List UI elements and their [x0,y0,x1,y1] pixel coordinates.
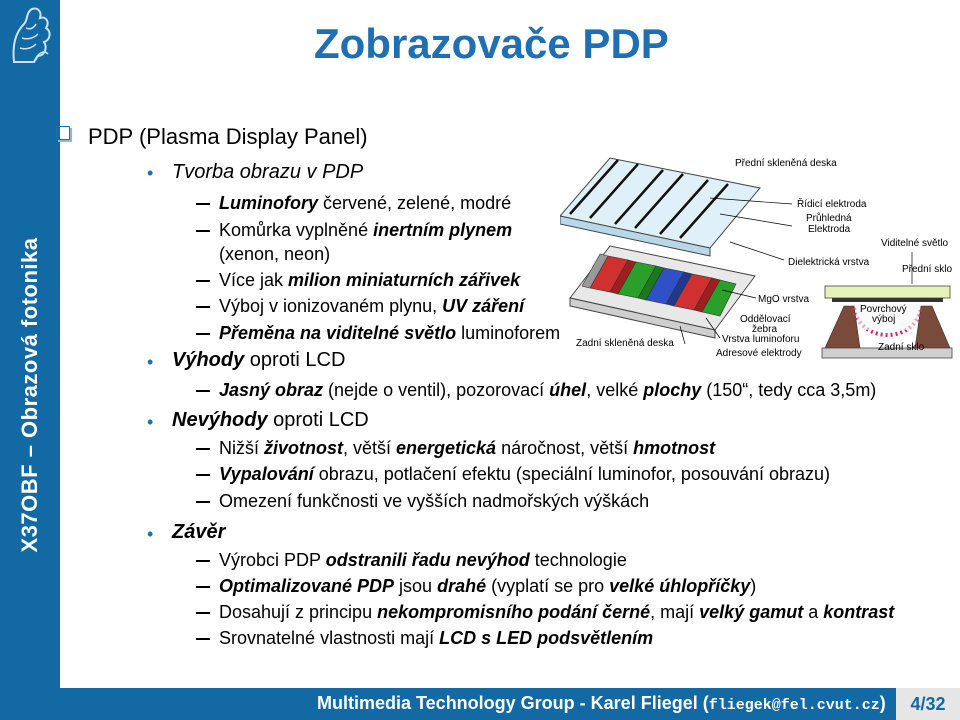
list-item: Přeměna na viditelné světlo luminoforem [219,323,561,343]
list-item-continuation: (xenon, neon) [219,244,331,264]
list-item: Luminofory červené, zelené, modré [219,193,512,213]
list-item: Výboj v ionizovaném plynu, UV záření [219,296,525,316]
label-front-glass-short: Přední sklo [902,264,953,275]
label-separating-2: žebra [752,324,778,335]
label-rear-glass-short: Zadní sklo [878,342,925,353]
section-heading: PDP (Plasma Display Panel) [88,124,368,149]
list-item: Omezení funkčnosti ve vyšších nadmořských výškách [219,491,650,511]
label-rear-glass: Zadní skleněná deska [576,338,674,349]
label-visible-light: Viditelné světlo [881,238,949,249]
label-transparent-1: Průhledná [806,213,852,224]
dash-bullet-icon [196,612,210,614]
list-item: Nižší životnost, větší energetická náročnost, větší hmotnost [219,438,716,458]
label-dielectric: Dielektrická vrstva [788,257,870,268]
label-front-glass: Přední skleněná deska [735,158,837,169]
list-item: Jasný obraz (nejde o ventil), pozorovací úhel, velké plochy (150“, tedy cca 3,5m) [219,380,877,400]
list-item: Více jak milion miniaturních zářivek [219,270,521,290]
heading-vyhody: Výhody oproti LCD [172,349,346,371]
dash-bullet-icon [196,560,210,562]
label-surface-2: výboj [872,314,896,325]
label-mgo: MgO vrstva [758,294,810,305]
course-name-vertical: X37OBF – Obrazová fotonika [17,237,42,553]
dash-bullet-icon [196,306,210,308]
label-phosphor: Vrstva luminoforu [722,334,800,345]
bullet-icon: • [147,352,154,372]
footer-bar [60,688,960,720]
bullet-icon: • [147,412,154,432]
dash-bullet-icon [196,203,210,205]
author-email: fliegek@fel.cvut.cz [708,697,880,714]
dash-bullet-icon [196,390,210,392]
bullet-icon: • [147,524,154,544]
list-item: Výrobci PDP odstranili řadu nevýhod technologie [219,550,627,570]
heading-zaver: Závěr [172,521,226,543]
bullet-icon: • [147,163,154,183]
label-address: Adresové elektrody [716,348,802,359]
label-separating-1: Oddělovací [740,314,791,325]
page-number: 4/32 [896,688,960,720]
sidebar [0,0,60,720]
list-item: Srovnatelné vlastnosti mají LCD s LED podsvětlením [219,628,654,648]
footer-text: Multimedia Technology Group - Karel Fliegel (fliegek@fel.cvut.cz) [317,693,886,714]
list-item: Komůrka vyplněné inertním plynem [219,220,513,240]
dash-bullet-icon [196,586,210,588]
slide-title: Zobrazovače PDP [314,20,669,67]
ctu-lion-logo-icon [4,4,56,66]
label-transparent-2: Elektroda [808,224,851,235]
list-item: Vypalování obrazu, potlačení efektu (speciální luminofor, posouvání obrazu) [219,464,831,484]
dash-bullet-icon [196,474,210,476]
heading-nevyhody: Nevýhody oproti LCD [172,409,369,431]
heading-tvorba: Tvorba obrazu v PDP [172,161,364,183]
dash-bullet-icon [196,448,210,450]
dash-bullet-icon [196,230,210,232]
dash-bullet-icon [196,638,210,640]
label-control-electrode: Řídicí elektroda [797,199,867,210]
checkbox-bullet-icon [56,126,70,140]
list-item: Dosahují z principu nekompromisního podání černé, mají velký gamut a kontrast [219,602,895,622]
label-surface-1: Povrchový [860,304,907,315]
list-item: Optimalizované PDP jsou drahé (vyplatí se pro velké úhlopříčky) [219,576,757,596]
dash-bullet-icon [196,501,210,503]
dash-bullet-icon [196,333,210,335]
dash-bullet-icon [196,280,210,282]
pdp-structure-diagram [560,148,960,378]
